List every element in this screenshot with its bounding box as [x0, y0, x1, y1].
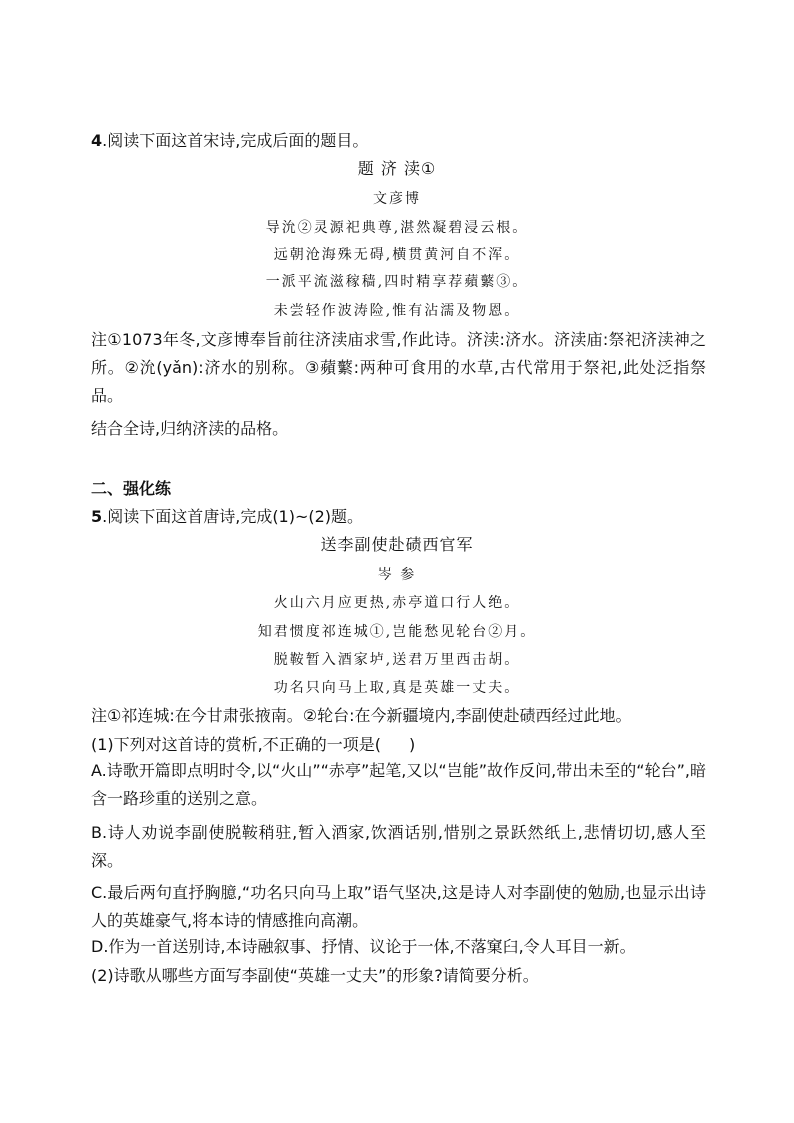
- q5-poem-line-2: 知君惯度祁连城①,岂能愁见轮台②月。: [257, 624, 537, 640]
- q5-option-c: C.最后两句直抒胸臆,“功名只向马上取”语气坚决,这是诗人对李副使的勉励,也显示出诗人的英雄豪气,将本诗的情感推向高潮。: [91, 883, 706, 930]
- q5-option-d: D.作为一首送别诗,本诗融叙事、抒情、议论于一体,不落窠臼,令人耳目一新。: [91, 937, 636, 956]
- q5-sub2: (2)诗歌从哪些方面写李副使“英雄一丈夫”的形象?请简要分析。: [91, 966, 539, 985]
- q5-poem-line-4: 功名只向马上取,真是英雄一丈夫。: [273, 680, 521, 696]
- q4-number: 4: [91, 131, 103, 150]
- q5-sub1-text: (1)下列对这首诗的赏析,不正确的一项是(: [91, 735, 381, 754]
- q5-sub1-close: ): [409, 735, 416, 754]
- q4-stem-text: .阅读下面这首宋诗,完成后面的题目。: [102, 131, 369, 150]
- q4-question: 结合全诗,归纳济渎的品格。: [91, 419, 289, 438]
- q5-poem-title: 送李副使赴碛西官军: [320, 535, 474, 554]
- q4-poem-title: 题 济 渎①: [357, 159, 437, 178]
- q4-poem-author: 文彦博: [373, 191, 421, 207]
- q4-poem-line-3: 一派平流滋稼穑,四时精享荐蘋蘩③。: [265, 274, 529, 290]
- q5-stem: [91, 507, 363, 527]
- q5-note: 注①祁连城:在今甘肃张掖南。②轮台:在今新疆境内,李副使赴碛西经过此地。: [91, 706, 632, 725]
- q5-option-b: B.诗人劝说李副使脱鞍稍驻,暂入酒家,饮酒话别,惜别之景跃然纸上,悲情切切,感人至深。: [91, 823, 706, 870]
- q4-note: 注①1073年冬,文彦博奉旨前往济渎庙求雪,作此诗。济渎:济水。济渎庙:祭祀济渎神之所。②沇(yǎn):济水的别称。③蘋蘩:两种可食用的水草,古代常用于祭祀,此处泛指祭品。: [91, 330, 706, 405]
- q5-number: 5: [91, 507, 103, 526]
- q5-sub1: [91, 735, 415, 755]
- q4-poem-line-2: 远朝沧海殊无碍,横贯黄河自不浑。: [273, 247, 521, 263]
- q5-poem-author: 岑 参: [377, 567, 417, 583]
- q4-poem-line-4: 未尝轻作波涛险,惟有沾濡及物恩。: [273, 303, 521, 319]
- q5-poem-line-3: 脱鞍暂入酒家垆,送君万里西击胡。: [273, 652, 521, 668]
- q5-stem-text: .阅读下面这首唐诗,完成(1)~(2)题。: [102, 507, 364, 526]
- q5-option-a: A.诗歌开篇即点明时令,以“火山”“赤亭”起笔,又以“岂能”故作反问,带出未至的“轮台”,暗含一路珍重的送别之意。: [91, 761, 706, 808]
- section-heading: 二、强化练: [91, 479, 172, 498]
- q4-stem: [91, 131, 368, 151]
- q4-poem-line-1: 导沇②灵源祀典尊,湛然凝碧浸云根。: [265, 220, 529, 236]
- q5-poem-line-1: 火山六月应更热,赤亭道口行人绝。: [273, 595, 521, 611]
